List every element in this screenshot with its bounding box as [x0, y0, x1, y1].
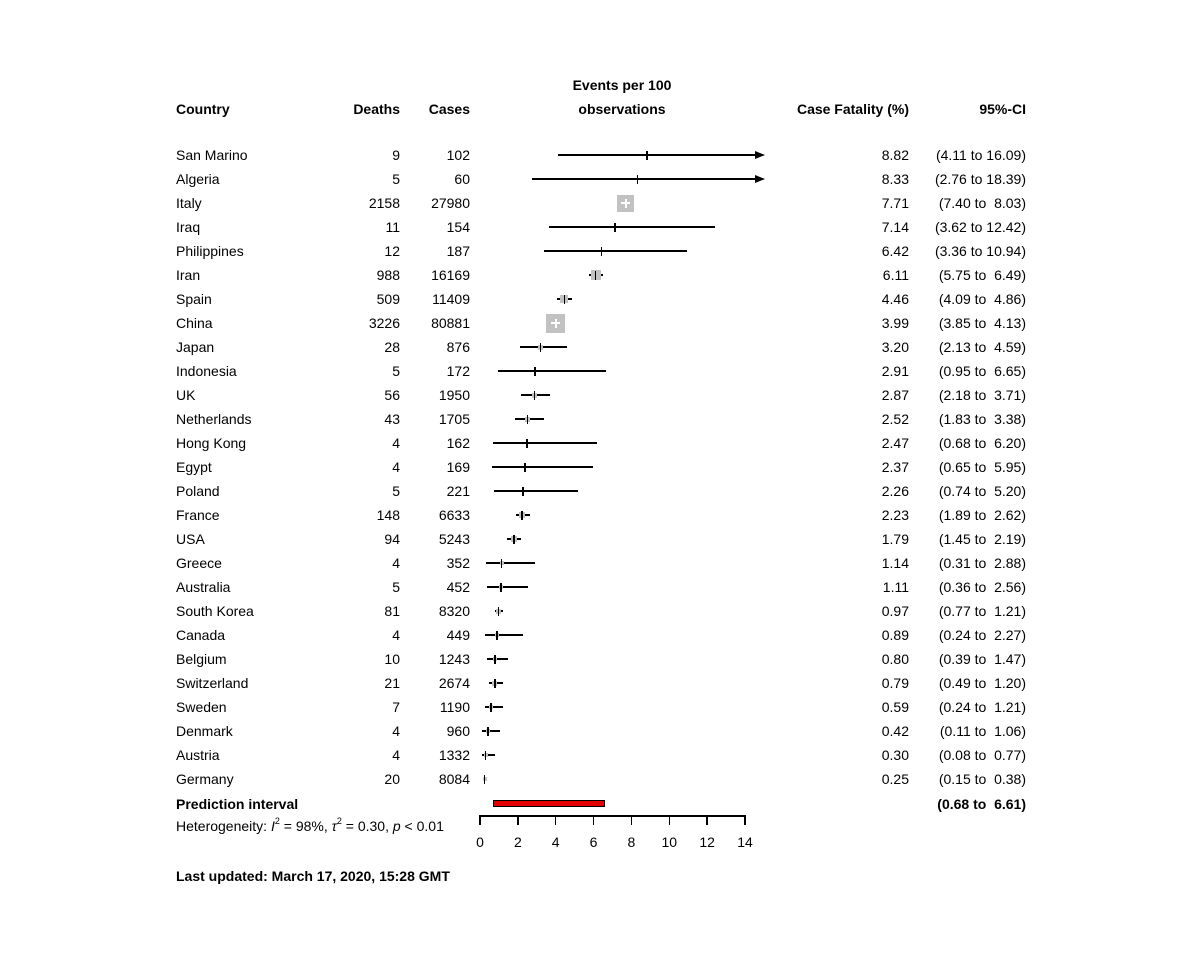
axis-tick-mark: [706, 815, 708, 825]
cases-value: 11409: [432, 291, 470, 307]
table-row: [0, 575, 1200, 599]
estimate-tick: [490, 703, 492, 712]
table-row: [0, 743, 1200, 767]
country-label: Hong Kong: [176, 435, 247, 451]
deaths-value: 9: [392, 147, 400, 163]
cases-value: 1950: [438, 387, 470, 403]
axis-tick-label: 10: [661, 834, 678, 850]
cases-value: 6633: [438, 507, 470, 523]
cases-value: 27980: [431, 195, 470, 211]
fatality-value: 2.52: [881, 411, 909, 427]
fatality-value: 0.25: [881, 771, 909, 787]
country-label: France: [176, 507, 220, 523]
cases-value: 154: [446, 219, 470, 235]
ci-text: (5.75 to 6.49): [938, 267, 1026, 283]
ci-text: (4.09 to 4.86): [938, 291, 1026, 307]
estimate-tick: [498, 607, 500, 616]
table-row: [0, 311, 1200, 335]
fatality-value: 8.82: [881, 147, 909, 163]
axis-line: [480, 815, 745, 817]
ci-text: (0.15 to 0.38): [938, 771, 1026, 787]
table-row: [0, 671, 1200, 695]
ci-text: (4.11 to 16.09): [935, 147, 1026, 163]
cases-value: 8320: [438, 603, 470, 619]
table-row: [0, 695, 1200, 719]
cases-value: 16169: [431, 267, 470, 283]
estimate-tick: [637, 175, 639, 184]
cases-value: 5243: [438, 531, 470, 547]
country-label: Philippines: [176, 243, 244, 259]
country-label: Japan: [176, 339, 215, 355]
ci-line: [494, 490, 578, 491]
table-row: [0, 767, 1200, 791]
deaths-value: 509: [376, 291, 400, 307]
ci-line: [487, 658, 507, 659]
ci-text: (2.76 to 18.39): [934, 171, 1026, 187]
estimate-tick: [521, 511, 523, 520]
tau-squared-exponent: 2: [336, 816, 342, 827]
deaths-value: 20: [384, 771, 400, 787]
estimate-tick: [601, 247, 603, 256]
axis-tick-label: 0: [476, 834, 484, 850]
estimate-tick: [513, 535, 515, 544]
table-row: [0, 239, 1200, 263]
cases-value: 172: [446, 363, 470, 379]
fatality-value: 2.37: [881, 459, 909, 475]
ci-text: (0.95 to 6.65): [938, 363, 1026, 379]
ci-text: (0.65 to 5.95): [938, 459, 1026, 475]
country-label: Netherlands: [176, 411, 252, 427]
estimate-tick: [527, 415, 529, 424]
estimate-plus-icon: [555, 319, 557, 328]
cases-header: Cases: [428, 101, 470, 117]
deaths-value: 56: [384, 387, 400, 403]
ci-text: (7.40 to 8.03): [938, 195, 1026, 211]
prediction-interval-label: Prediction interval: [176, 796, 299, 812]
cases-value: 449: [446, 627, 470, 643]
fatality-value: 0.80: [881, 651, 909, 667]
table-row: [0, 527, 1200, 551]
i-squared-symbol: I: [270, 818, 275, 834]
p-symbol: p: [392, 818, 401, 834]
axis-tick-label: 14: [737, 834, 753, 850]
table-row: [0, 335, 1200, 359]
prediction-interval-bar: [493, 800, 605, 807]
axis-tick-label: 8: [627, 834, 636, 850]
events-header-line2: observations: [578, 101, 666, 117]
ci-text: (0.68 to 6.20): [938, 435, 1026, 451]
estimate-tick: [494, 679, 496, 688]
ci-text: (0.24 to 2.27): [938, 627, 1026, 643]
cases-value: 221: [446, 483, 470, 499]
axis-tick-label: 2: [513, 834, 522, 850]
deaths-value: 4: [392, 435, 400, 451]
country-label: Algeria: [176, 171, 220, 187]
heterogeneity-note: [176, 818, 444, 834]
table-row: [0, 263, 1200, 287]
deaths-value: 988: [376, 267, 400, 283]
ci-text: (1.83 to 3.38): [938, 411, 1026, 427]
deaths-value: 148: [376, 507, 400, 523]
ci-text: (3.85 to 4.13): [938, 315, 1026, 331]
country-label: USA: [176, 531, 205, 547]
country-label: San Marino: [176, 147, 248, 163]
deaths-value: 4: [392, 459, 400, 475]
country-label: South Korea: [176, 603, 254, 619]
deaths-value: 4: [392, 555, 400, 571]
fatality-value: 2.47: [881, 435, 909, 451]
fatality-value: 0.59: [881, 699, 909, 715]
prediction-interval-row: [0, 792, 1200, 816]
table-row: [0, 287, 1200, 311]
tau-squared-value: = 0.30,: [341, 818, 393, 834]
estimate-tick: [501, 559, 503, 568]
deaths-value: 43: [384, 411, 400, 427]
fatality-value: 1.14: [881, 555, 909, 571]
country-label: Switzerland: [176, 675, 249, 691]
ci-text: (0.49 to 1.20): [938, 675, 1026, 691]
deaths-value: 5: [392, 171, 400, 187]
ci-line: [520, 346, 567, 347]
prediction-ci-text: (0.68 to 6.61): [937, 796, 1026, 812]
cases-value: 187: [446, 243, 470, 259]
cases-value: 960: [446, 723, 470, 739]
events-header-line1: Events per 100: [572, 77, 672, 93]
country-label: Germany: [176, 771, 234, 787]
table-row: [0, 431, 1200, 455]
ci-line: [558, 154, 757, 155]
axis-tick-mark: [669, 815, 671, 825]
table-row: [0, 383, 1200, 407]
table-row: [0, 455, 1200, 479]
table-row: [0, 167, 1200, 191]
estimate-tick: [526, 439, 528, 448]
events-per-100-header: [480, 73, 764, 121]
ci-line: [485, 706, 503, 707]
fatality-value: 0.97: [881, 603, 909, 619]
estimate-tick: [595, 271, 597, 280]
heterogeneity-prefix: Heterogeneity:: [176, 818, 271, 834]
country-label: Austria: [176, 747, 220, 763]
axis-tick-mark: [479, 815, 481, 825]
table-row: [0, 551, 1200, 575]
table-row: [0, 407, 1200, 431]
fatality-value: 1.11: [882, 579, 909, 595]
ci-header: 95%-CI: [979, 101, 1026, 117]
cases-value: 102: [446, 147, 470, 163]
i-squared-exponent: 2: [274, 816, 280, 827]
cases-value: 1190: [439, 699, 470, 715]
ci-line: [544, 250, 687, 251]
fatality-value: 6.42: [881, 243, 909, 259]
estimate-tick: [540, 343, 542, 352]
cases-value: 162: [446, 435, 470, 451]
fatality-value: 0.42: [881, 723, 909, 739]
axis-tick-mark: [517, 815, 519, 825]
country-label: Australia: [176, 579, 231, 595]
deaths-header: Deaths: [353, 101, 400, 117]
axis-tick-mark: [631, 815, 633, 825]
table-row: [0, 359, 1200, 383]
country-label: UK: [176, 387, 196, 403]
deaths-value: 4: [392, 723, 400, 739]
country-label: Egypt: [176, 459, 212, 475]
estimate-tick: [614, 223, 616, 232]
table-row: [0, 503, 1200, 527]
estimate-tick: [646, 151, 648, 160]
ci-line: [482, 730, 500, 731]
tau-squared-symbol: τ: [331, 818, 337, 834]
country-label: China: [176, 315, 213, 331]
case-fatality-header: Case Fatality (%): [796, 101, 909, 117]
deaths-value: 7: [392, 699, 400, 715]
ci-text: (3.36 to 10.94): [934, 243, 1026, 259]
axis-tick-label: 4: [551, 834, 560, 850]
deaths-value: 10: [384, 651, 400, 667]
fatality-value: 2.23: [881, 507, 909, 523]
deaths-value: 5: [392, 579, 400, 595]
country-label: Denmark: [176, 723, 233, 739]
axis-tick-mark: [555, 815, 557, 825]
axis-tick-label: 6: [589, 834, 598, 850]
fatality-value: 7.14: [881, 219, 909, 235]
ci-line: [498, 370, 606, 371]
estimate-tick: [524, 463, 526, 472]
fatality-value: 3.20: [881, 339, 909, 355]
deaths-value: 5: [392, 363, 400, 379]
i-squared-value: = 98%,: [279, 818, 332, 834]
ci-line: [486, 562, 535, 563]
estimate-tick: [484, 775, 486, 784]
estimate-tick: [534, 391, 536, 400]
table-row: [0, 143, 1200, 167]
fatality-value: 2.26: [881, 483, 909, 499]
arrow-right-icon: [755, 175, 765, 183]
cases-value: 60: [454, 171, 470, 187]
cases-value: 876: [446, 339, 470, 355]
fatality-value: 2.91: [881, 363, 909, 379]
deaths-value: 2158: [368, 195, 400, 211]
axis-tick-label: 12: [699, 834, 715, 850]
fatality-value: 0.89: [881, 627, 909, 643]
ci-text: (0.36 to 2.56): [938, 579, 1026, 595]
estimate-tick: [496, 631, 498, 640]
fatality-value: 2.87: [881, 387, 909, 403]
cases-value: 1705: [438, 411, 470, 427]
deaths-value: 12: [384, 243, 400, 259]
country-label: Iraq: [176, 219, 201, 235]
deaths-value: 5: [392, 483, 400, 499]
deaths-value: 3226: [368, 315, 400, 331]
ci-text: (3.62 to 12.42): [934, 219, 1026, 235]
table-row: [0, 215, 1200, 239]
estimate-tick: [494, 655, 496, 664]
ci-text: (0.31 to 2.88): [938, 555, 1026, 571]
cases-value: 8084: [438, 771, 470, 787]
deaths-value: 4: [392, 627, 400, 643]
ci-line: [549, 226, 716, 227]
deaths-value: 4: [392, 747, 400, 763]
deaths-value: 94: [384, 531, 400, 547]
cases-value: 80881: [431, 315, 470, 331]
cases-value: 169: [446, 459, 470, 475]
ci-text: (2.13 to 4.59): [938, 339, 1026, 355]
deaths-value: 28: [384, 339, 400, 355]
p-value: < 0.01: [400, 818, 444, 834]
table-row: [0, 599, 1200, 623]
country-label: Greece: [176, 555, 222, 571]
estimate-tick: [534, 367, 536, 376]
ci-line: [532, 178, 757, 179]
estimate-tick: [500, 583, 502, 592]
estimate-tick: [564, 295, 566, 304]
table-row: [0, 623, 1200, 647]
arrow-right-icon: [755, 151, 765, 159]
country-label: Italy: [176, 195, 202, 211]
ci-line: [485, 634, 523, 635]
cases-value: 452: [446, 579, 470, 595]
ci-text: (1.89 to 2.62): [938, 507, 1026, 523]
ci-text: (0.74 to 5.20): [938, 483, 1026, 499]
country-label: Indonesia: [176, 363, 237, 379]
ci-text: (0.08 to 0.77): [938, 747, 1026, 763]
cases-value: 2674: [438, 675, 470, 691]
country-label: Sweden: [176, 699, 227, 715]
ci-text: (1.45 to 2.19): [938, 531, 1026, 547]
ci-text: (0.77 to 1.21): [938, 603, 1026, 619]
axis-tick-mark: [593, 815, 595, 825]
country-label: Spain: [176, 291, 212, 307]
deaths-value: 11: [385, 219, 400, 235]
estimate-tick: [522, 487, 524, 496]
cases-value: 1332: [438, 747, 470, 763]
fatality-value: 8.33: [881, 171, 909, 187]
estimate-tick: [485, 751, 487, 760]
estimate-tick: [487, 727, 489, 736]
estimate-plus-icon: [625, 199, 627, 208]
last-updated-note: Last updated: March 17, 2020, 15:28 GMT: [176, 868, 450, 884]
deaths-value: 81: [384, 603, 400, 619]
table-row: [0, 719, 1200, 743]
fatality-value: 1.79: [881, 531, 909, 547]
ci-text: (0.24 to 1.21): [938, 699, 1026, 715]
table-row: [0, 647, 1200, 671]
country-label: Poland: [176, 483, 220, 499]
ci-line: [492, 466, 592, 467]
axis-tick-mark: [744, 815, 746, 825]
table-row: [0, 479, 1200, 503]
table-row: [0, 191, 1200, 215]
cases-value: 352: [446, 555, 470, 571]
fatality-value: 3.99: [881, 315, 909, 331]
country-label: Belgium: [176, 651, 227, 667]
country-header: Country: [176, 101, 230, 117]
country-label: Iran: [176, 267, 201, 283]
ci-text: (0.11 to 1.06): [939, 723, 1026, 739]
fatality-value: 0.30: [881, 747, 909, 763]
fatality-value: 4.46: [881, 291, 909, 307]
fatality-value: 7.71: [881, 195, 909, 211]
deaths-value: 21: [384, 675, 400, 691]
cases-value: 1243: [438, 651, 470, 667]
country-label: Canada: [176, 627, 226, 643]
ci-text: (2.18 to 3.71): [938, 387, 1026, 403]
ci-line: [487, 586, 529, 587]
fatality-value: 6.11: [882, 267, 909, 283]
ci-text: (0.39 to 1.47): [938, 651, 1026, 667]
ci-line: [493, 442, 597, 443]
fatality-value: 0.79: [881, 675, 909, 691]
